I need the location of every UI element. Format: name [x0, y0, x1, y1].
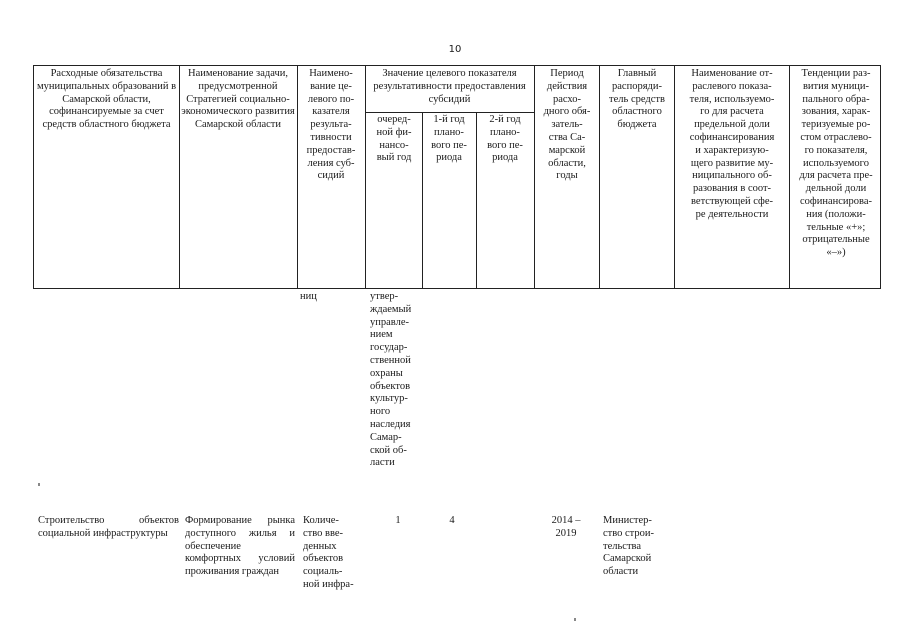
header-second-planning-year: 2-й год плано- вого пе- риода [487, 114, 523, 164]
row-strategy-task: Формирование рынка доступного жилья и обеспечение комфортных условий проживания граждан [185, 515, 295, 578]
row-chief-administrator: Министер- ство строи- тельства Самарской области [603, 515, 655, 578]
column-divider [297, 66, 298, 288]
column-divider [789, 66, 790, 288]
row-expenditure-obligation: Строительство объектов социальной инфраструктуры [38, 515, 179, 539]
column-divider [674, 66, 675, 288]
header-first-planning-year: 1-й год плано- вого пе- риода [431, 114, 467, 164]
continuation-indicator-text: ниц [300, 291, 317, 302]
column-divider [179, 66, 180, 288]
scan-mark [574, 618, 576, 621]
group-divider [365, 112, 534, 113]
column-divider [599, 66, 600, 288]
header-development-trends: Тенденции раз- вития муници- пального обра- зования, харак- теризуемые ро- стом отраслево- го показателя, используемого для расчета пре- дельной доли софинансирова- ния (положи- тельные «+»; отрицательные «–») [799, 68, 873, 259]
table-header [33, 65, 881, 289]
column-divider [365, 66, 366, 288]
header-next-financial-year: очеред- ной фи- нансо- вый год [376, 114, 412, 164]
row-obligation-period: 2014 – 2019 [551, 515, 581, 539]
header-expenditure-obligations: Расходные обязательства муниципальных образований в Самарской области, софинансируемые за счет средств областного бюджета [36, 68, 177, 131]
column-divider [534, 66, 535, 288]
continuation-approval-text: утвер- ждаемый управле- нием государ- ственной охраны объектов культур- ного наследия Самар- ской об- ласти [370, 291, 412, 469]
header-strategy-task: Наименование задачи, предусмотренной Стратегией социально-экономического развития Самарской области [181, 68, 295, 131]
row-first-planning-year-value: 4 [449, 515, 455, 526]
header-indicator-value-group: Значение целевого показателя результативности предоставления субсидий [373, 68, 526, 105]
header-obligation-period: Период действия расхо- дного обя- затель- ства Са- марской области, годы [543, 68, 591, 182]
header-indicator-name: Наимено- вание це- левого по- казателя результа- тивности предостав- ления суб- сидий [306, 68, 356, 182]
row-next-year-value: 1 [395, 515, 401, 526]
header-chief-administrator: Главный распоряди- тель средств областного бюджета [609, 68, 665, 131]
row-indicator-name: Количе- ство вве- денных объектов социаль- ной инфра- [303, 515, 354, 590]
page-number: 10 [448, 44, 462, 55]
scan-mark [38, 483, 40, 486]
header-sector-indicator: Наименование от- раслевого показа- теля, используемо- го для расчета предельной доли софинансирования и характеризую- щего развитие му- ниципального об- разования в соот- ветствующей сфе- ре деятельности [689, 68, 775, 220]
